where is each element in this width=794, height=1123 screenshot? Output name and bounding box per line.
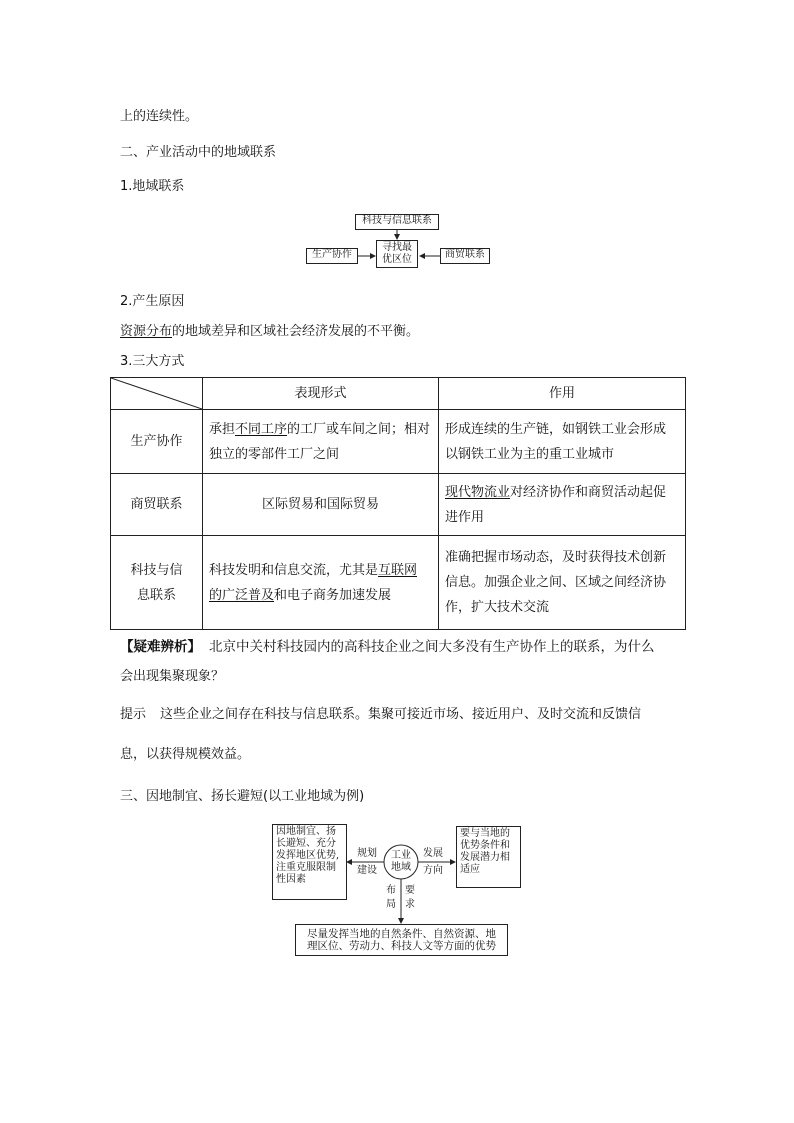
causes-title: 2.产生原因 [120, 294, 185, 309]
row-name: 商贸联系 [111, 474, 203, 536]
underlined-term: 的广泛普及 [209, 587, 275, 603]
underlined-term: 不同工序 [235, 421, 288, 437]
section3-title: 三、因地制宜、扬长避短(以工业地域为例) [120, 789, 365, 804]
box-trade: 商贸联系 [440, 248, 490, 264]
underlined-term: 现代物流业 [445, 484, 511, 500]
box-development-direction: 要与当地的 优势条件和 发展潜力相 适应 [456, 826, 521, 888]
causes-rest: 的地域差异和区域社会经济发展的不平衡。 [172, 324, 420, 339]
center-line2: 优区位 [382, 254, 412, 265]
box-tech-info: 科技与信息联系 [355, 214, 439, 230]
center-line1: 寻找最 [382, 242, 412, 253]
qa-question-line2: 会出现集聚现象？ [120, 669, 225, 684]
label-plan: 规划 [357, 848, 377, 859]
causes-underlined: 资源分布 [120, 324, 173, 339]
row-name: 生产协作 [111, 410, 203, 474]
label-require-a: 要 [405, 885, 415, 896]
section2-title: 二、产业活动中的地域联系 [120, 145, 277, 160]
qa-question-line1: 【疑难辨析】 北京中关村科技园内的高科技企业之间大多没有生产协作上的联系，为什么 [120, 639, 655, 655]
continuation-text: 上的连续性。 [120, 109, 199, 124]
row-form: 区际贸易和国际贸易 [203, 474, 439, 536]
hint-tag: 提示 [120, 707, 147, 722]
header-form: 表现形式 [203, 378, 439, 410]
row-form: 科技发明和信息交流，尤其是互联网 的广泛普及和电子商务加速发展 [203, 536, 439, 630]
row-effect: 准确把握市场动态，及时获得技术创新信息。加强企业之间、区域之间经济协作，扩大技术交流 [439, 536, 686, 630]
label-require-b: 求 [405, 899, 415, 910]
box-leverage-advantages: 尽量发挥当地的自然条件、自然资源、地 理区位、劳动力、科技人文等方面的优势 [295, 924, 508, 956]
center-region: 地域 [391, 862, 411, 873]
underlined-term: 互联网 [378, 562, 418, 578]
qa-tag: 【疑难辨析】 [120, 639, 201, 655]
row-form: 承担不同工序的工厂或车间之间；相对独立的零部件工厂之间 [203, 410, 439, 474]
header-effect: 作用 [439, 378, 686, 410]
box-production: 生产协作 [306, 248, 358, 264]
label-build: 建设 [357, 865, 377, 876]
qa-answer-line1: 提示 这些企业之间存在科技与信息联系。集聚可接近市场、接近用户、及时交流和反馈信 [120, 707, 642, 722]
sub1-title: 1.地域联系 [120, 179, 185, 194]
label-layout-b: 局 [386, 899, 396, 910]
row-effect: 形成连续的生产链，如钢铁工业会形成以钢铁工业为主的重工业城市 [439, 410, 686, 474]
center-industry: 工业 [391, 850, 411, 861]
row-name: 科技与信 息联系 [111, 536, 203, 630]
label-direction: 方向 [423, 865, 443, 876]
qa-answer-line2: 息，以获得规模效益。 [120, 747, 251, 762]
row-effect: 现代物流业对经济协作和商贸活动起促进作用 [439, 474, 686, 536]
label-layout-a: 布 [386, 885, 396, 896]
modes-title: 3.三大方式 [120, 354, 185, 369]
box-adapt-locally: 因地制宜、扬 长避短、充分 发挥地区优势, 注重克服限制 性因素 [272, 824, 347, 900]
label-develop: 发展 [423, 848, 443, 859]
